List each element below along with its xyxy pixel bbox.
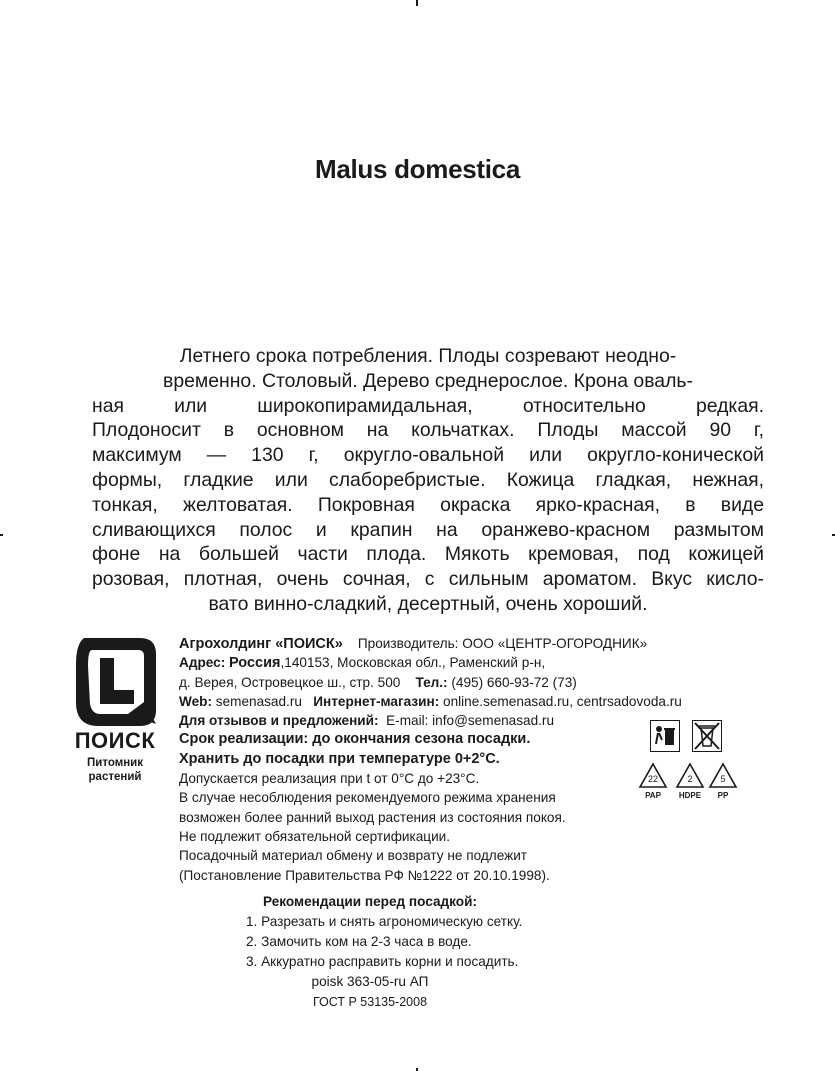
holding-name: Агрохолдинг «ПОИСК» (179, 636, 343, 652)
recycle-pp-icon (708, 762, 738, 790)
phone-number: (495) 660-93-72 (73) (451, 674, 577, 690)
holding-line (179, 634, 779, 653)
recycle-number: 22 (647, 774, 659, 784)
recommendation-step: 2. Замочить ком на 2-3 часа в воде. (246, 934, 472, 949)
description-line: Летнего срока потребления. Плоды созревают неодно- (179, 345, 677, 367)
crop-mark-left (0, 534, 3, 536)
feedback-label: Для отзывов и предложений: (179, 713, 379, 729)
recommendations (160, 892, 580, 1012)
recommendation-step: 1. Разрезать и снять агрономическую сетку. (246, 914, 523, 929)
description-line: максимум — 130 г, округло-овальной или округло-конической (92, 444, 764, 467)
storage-warning-2: возможен более ранний выход растения из состояния покоя. (179, 809, 566, 825)
sale-period: Срок реализации: до окончания сезона посадки. (179, 731, 531, 748)
email-link[interactable]: E-mail: info@semenasad.ru (386, 713, 555, 729)
recycle-number: 5 (720, 774, 726, 784)
logo-subtitle (62, 756, 168, 784)
recycle-label: PP (717, 791, 729, 800)
address-label: Адрес: (179, 655, 226, 671)
shop-links[interactable]: online.semenasad.ru, centrsadovoda.ru (443, 693, 682, 709)
trash-bin-icon (650, 720, 680, 752)
recommendation-step: 3. Аккуратно расправить корни и посадить. (246, 954, 519, 969)
address-country: Россия (229, 655, 281, 672)
description-line: ная или широкопирамидальная, относительно редкая. (92, 394, 764, 417)
logo-subtitle-line1: Питомник (87, 757, 143, 769)
recycle-label: PAP (645, 791, 661, 800)
variety-description (92, 344, 764, 617)
return-note-2: (Постановление Правительства РФ №1222 от 20.10.1998). (179, 867, 550, 883)
recycle-pap-icon (638, 762, 668, 790)
product-code: poisk 363-05-ru АП (311, 974, 429, 989)
logo-name: ПОИСК (74, 728, 156, 753)
phone-label: Тел.: (415, 674, 448, 690)
recommendations-title: Рекомендации перед посадкой: (262, 894, 477, 909)
web-link[interactable]: semenasad.ru (215, 693, 302, 709)
certification-note: Не подлежит обязательной сертификации. (179, 828, 451, 844)
crop-mark-top (416, 0, 418, 6)
crossed-out-bin-icon (692, 720, 722, 752)
description-line: формы, гладкие или слаборебристые. Кожица гладкая, нежная, (92, 468, 764, 491)
producer-name: Производитель: ООО «ЦЕНТР-ОГОРОДНИК» (357, 636, 648, 651)
web-line (179, 692, 779, 711)
address-line-2 (179, 673, 779, 692)
web-label: Web: (179, 693, 212, 709)
description-line: Плодоносит в основном на кольчатках. Плоды массой 90 г, (92, 419, 764, 442)
description-line: розовая, плотная, очень сочная, с сильным ароматом. Вкус кисло- (92, 568, 764, 591)
poisk-logo-icon (70, 632, 160, 732)
gost-standard: ГОСТ Р 53135-2008 (312, 995, 428, 1009)
address-line2: д. Верея, Островецкое ш., стр. 500 (179, 674, 401, 690)
recycle-number: 2 (687, 774, 693, 784)
description-line: сливающихся полос и крапин на оранжево-красном размытом (92, 518, 764, 541)
disposal-icons (638, 720, 748, 804)
description-line: временно. Столовый. Дерево среднерослое. Крона оваль- (163, 369, 693, 392)
description-line: тонкая, желтоватая. Покровная окраска ярко-красная, в виде (92, 493, 764, 516)
storage-warning-1: В случае несоблюдения рекомендуемого режима хранения (179, 790, 556, 806)
species-title: Malus domestica (314, 154, 520, 184)
logo-subtitle-line2: растений (88, 771, 142, 783)
description-line: фоне на большей части плода. Мякоть кремовая, под кожицей (92, 543, 764, 566)
recycle-hdpe-icon (675, 762, 705, 790)
store-temperature: Хранить до посадки при температуре 0+2°С. (179, 750, 500, 767)
address-line (179, 653, 779, 672)
address-rest: ,140153, Московская обл., Раменский р-н, (280, 655, 546, 671)
sale-temperature: Допускается реализация при t от 0°С до +23°С. (179, 771, 480, 787)
recycle-label: HDPE (678, 791, 702, 800)
description-line: вато винно-сладкий, десертный, очень хороший. (208, 592, 648, 615)
shop-label: Интернет-магазин: (313, 693, 440, 709)
return-note-1: Посадочный материал обмену и возврату не подлежит (179, 848, 528, 864)
